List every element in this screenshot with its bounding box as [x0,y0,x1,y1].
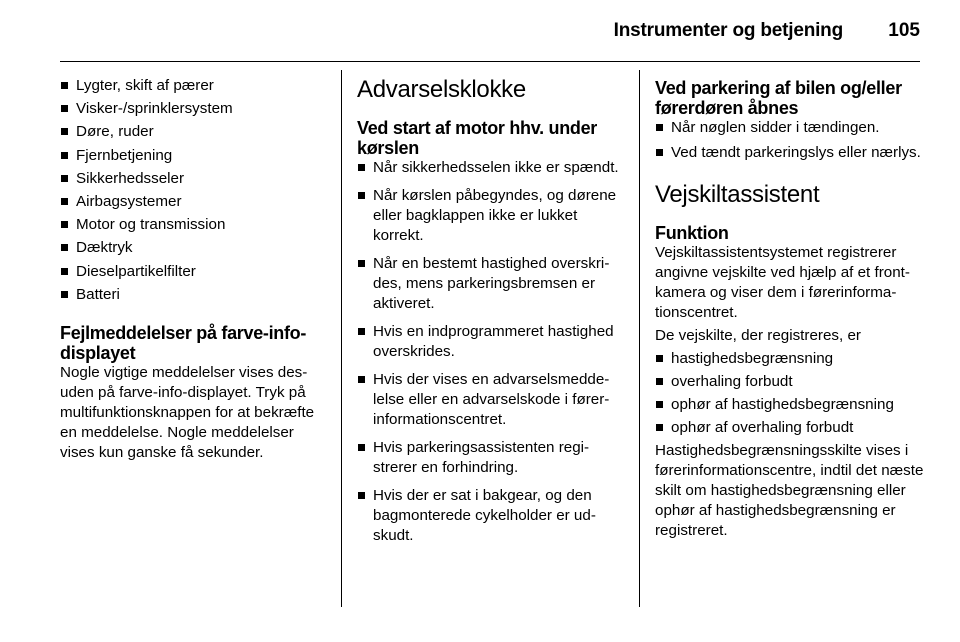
list-item: Hvis der er sat i bakgear, og den bagmonterede cykelholder er udskudt. [357,486,625,546]
page-number: 105 [888,20,920,41]
subheading-function: Funktion [655,223,729,243]
bullet-square-icon [61,152,68,159]
column-3 [655,74,925,544]
paragraph: Nogle vigtige meddelelser vises desuden på farve-info-displayet. Tryk på multifunktionsknappen for at bekræfte en meddelelse. Nogle meddelelser vises kun ganske få sekunder. [60,363,315,461]
list-item: ophør af hastighedsbegrænsning [655,395,925,415]
bullet-square-icon [656,355,663,362]
bullet-square-icon [358,192,365,199]
bullet-square-icon [61,82,68,89]
list-item: Ved tændt parkeringslys eller nærlys. [655,143,925,163]
list-item: Døre, ruder [60,122,332,142]
list-item: Dæktryk [60,238,332,258]
bullet-square-icon [61,221,68,228]
bullet-square-icon [61,244,68,251]
list-item: Airbagsystemer [60,192,332,212]
bullet-square-icon [358,260,365,267]
warning-conditions-list [357,158,625,546]
topic-list [60,76,332,305]
list-item: Fjernbetjening [60,146,332,166]
list-item: Når sikkerhedsselen ikke er spændt. [357,158,625,178]
section-heading-warning-chime: Advarselsklokke [357,76,526,103]
bullet-square-icon [358,328,365,335]
section-heading-sign-assistant: Vejskiltassistent [655,181,820,208]
list-item: Visker-/sprinklersystem [60,99,332,119]
bullet-square-icon [656,378,663,385]
header-title: Instrumenter og betjening [613,20,843,41]
paragraph: Hastighedsbegrænsningsskilte vises i førerinformationscentre, indtil det næste skilt om hastighedsbegrænsning eller ophør af hastighedsbegrænsning er registreret. [655,442,924,539]
list-item: Hvis parkeringsassistenten registrerer en forhindring. [357,438,625,478]
list-item: Lygter, skift af pærer [60,76,332,96]
header-rule [60,61,920,62]
subheading-engine-start: Ved start af motor hhv. under kørslen [357,118,598,158]
bullet-square-icon [61,105,68,112]
list-item: Batteri [60,285,332,305]
bullet-square-icon [358,164,365,171]
list-item: Sikkerhedsseler [60,169,332,189]
bullet-square-icon [61,268,68,275]
bullet-square-icon [358,376,365,383]
subheading-parking: Ved parkering af bilen og/eller førerdøren åbnes [655,78,902,118]
column-1 [60,74,332,466]
list-item: Hvis en indprogrammeret hastighed overskrides. [357,322,625,362]
list-item: hastighedsbegrænsning [655,349,925,369]
list-item: Når kørslen påbegyndes, og dørene eller bagklappen ikke er lukket korrekt. [357,186,625,246]
bullet-square-icon [61,291,68,298]
list-item: overhaling forbudt [655,372,925,392]
bullet-square-icon [656,424,663,431]
list-item: Når nøglen sidder i tændingen. [655,118,925,138]
column-divider-2 [639,70,640,607]
parking-conditions-list [655,118,925,163]
paragraph: Vejskiltassistentsystemet registrerer angivne vejskilte ved hjælp af et frontkamera og viser dem i førerinformationscentret. [655,244,910,321]
subheading-error-messages: Fejlmeddelelser på farve-info-displayet [60,322,307,363]
list-item: Hvis der vises en advarselsmeddelelse eller en advarselskode i førerinformationscentret. [357,370,625,430]
bullet-square-icon [656,149,663,156]
paragraph: De vejskilte, der registreres, er [655,327,861,344]
bullet-square-icon [656,401,663,408]
bullet-square-icon [61,175,68,182]
bullet-square-icon [358,492,365,499]
detected-signs-list [655,349,925,438]
page-header [0,14,960,54]
bullet-square-icon [358,444,365,451]
bullet-square-icon [61,198,68,205]
column-divider-1 [341,70,342,607]
column-2 [357,74,625,554]
list-item: Motor og transmission [60,215,332,235]
bullet-square-icon [656,124,663,131]
list-item: Når en bestemt hastighed overskrides, mens parkeringsbremsen er aktiveret. [357,254,625,314]
list-item: ophør af overhaling forbudt [655,418,925,438]
list-item: Dieselpartikelfilter [60,262,332,282]
bullet-square-icon [61,128,68,135]
